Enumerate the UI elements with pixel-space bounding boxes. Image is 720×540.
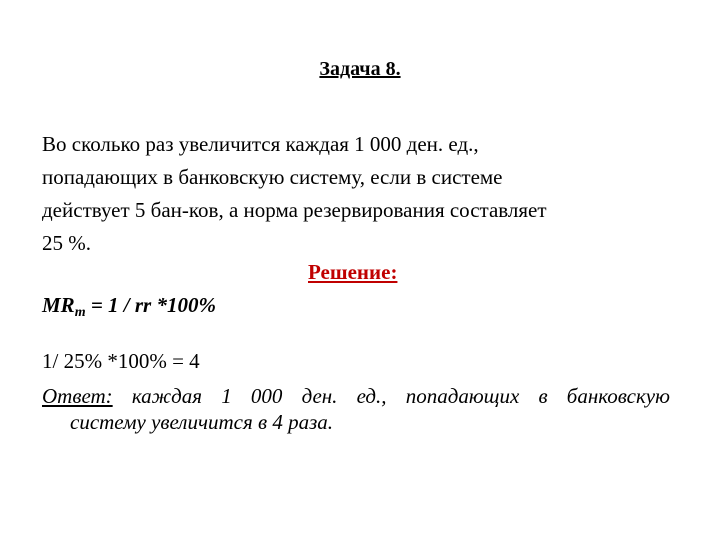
- answer-word: ден.: [301, 384, 338, 408]
- formula-main: MR: [42, 293, 75, 317]
- formula: [42, 290, 216, 320]
- calculation: 1/ 25% *100% = 4: [42, 349, 200, 373]
- task-line: попадающих в банковскую систему, если в системе: [42, 165, 503, 189]
- answer-label: Ответ:: [42, 384, 113, 408]
- task-line: 25 %.: [42, 231, 91, 255]
- solution-heading: Решение:: [308, 260, 398, 284]
- answer-word: каждая: [131, 384, 203, 408]
- answer-word: попадающих: [405, 384, 520, 408]
- task-title: Задача 8.: [319, 58, 401, 80]
- answer-line-1: [42, 383, 670, 409]
- answer: [42, 383, 670, 435]
- answer-word: ед.,: [356, 384, 387, 408]
- answer-word: 1: [221, 384, 232, 408]
- task-line: действует 5 бан-ков, а норма резервирования составляет: [42, 198, 547, 222]
- task-text: [42, 128, 682, 260]
- formula-subscript: m: [74, 305, 86, 320]
- formula-rest: = 1 / rr *100%: [85, 293, 216, 317]
- answer-word: 000: [250, 384, 283, 408]
- answer-word: банковскую: [566, 384, 670, 408]
- answer-line-2: систему увеличится в 4 раза.: [70, 410, 334, 434]
- task-line: Во сколько раз увеличится каждая 1 000 ден. ед.,: [42, 132, 479, 156]
- answer-word: в: [538, 384, 548, 408]
